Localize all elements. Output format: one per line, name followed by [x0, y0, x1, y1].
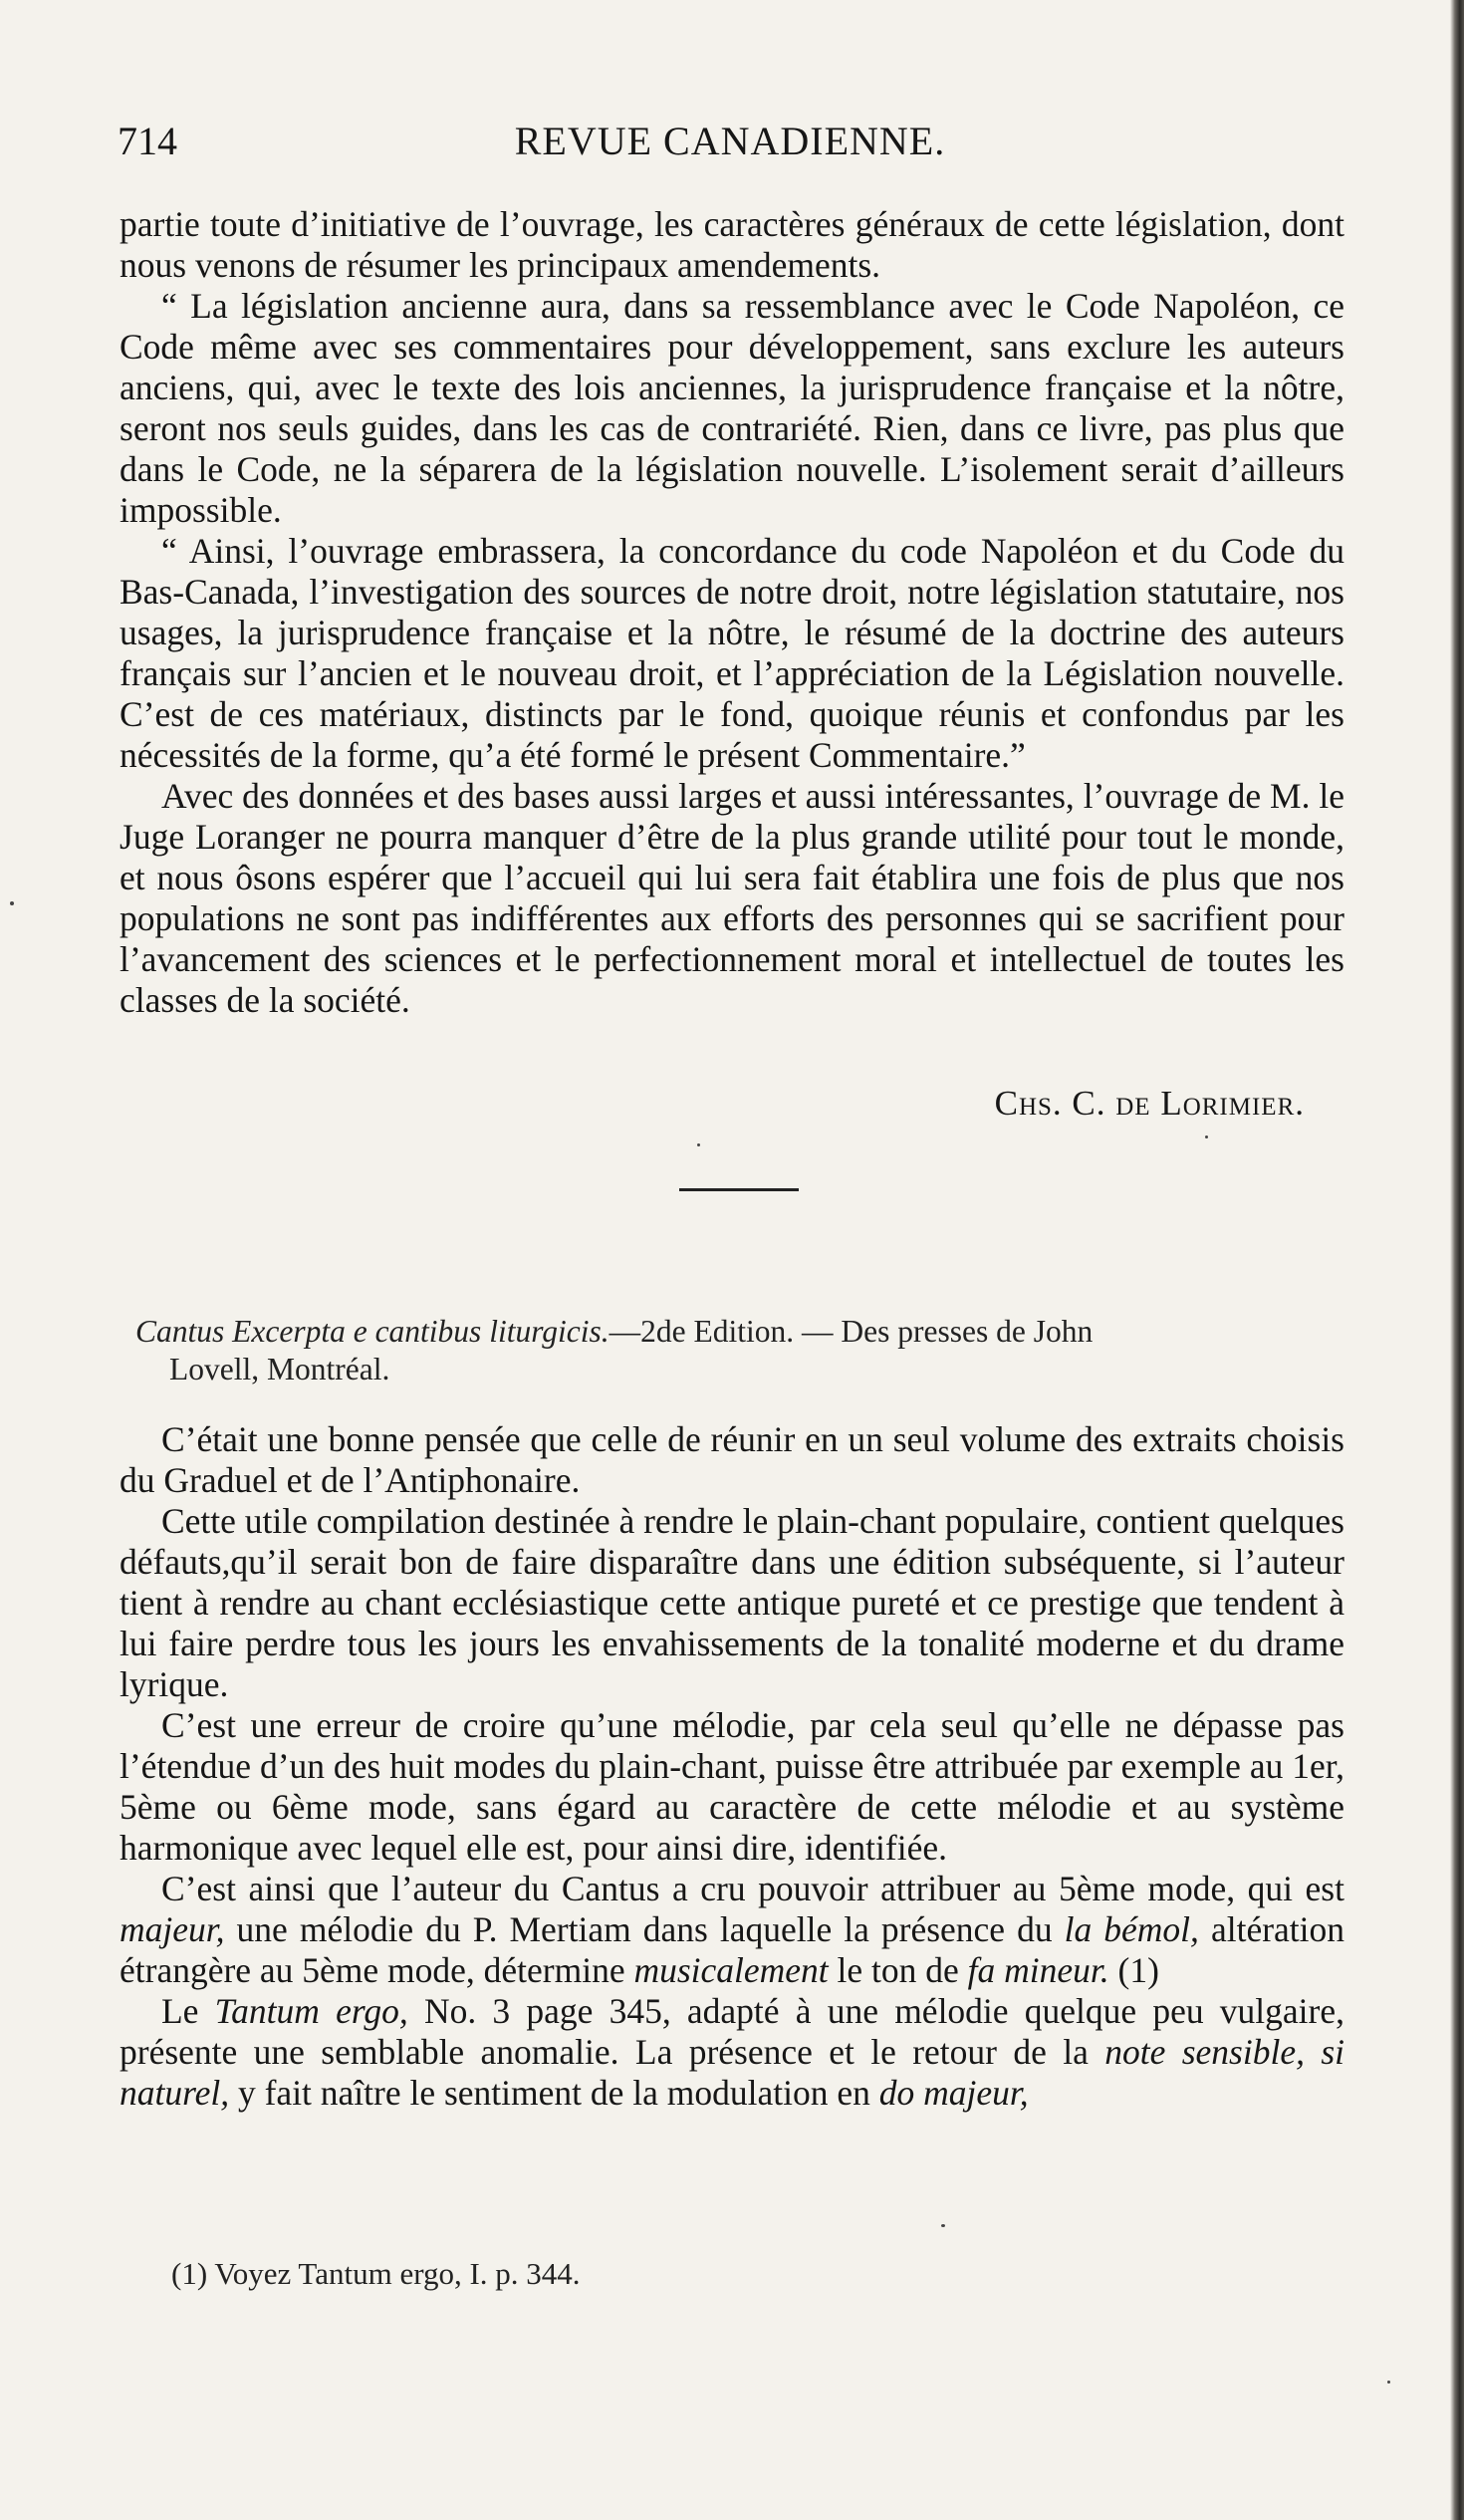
- book-edition: —2de Edition. — Des presses de John: [609, 1314, 1094, 1349]
- print-speck: [1387, 2381, 1390, 2384]
- page-header: [118, 118, 1342, 169]
- paragraph: C’était une bonne pensée que celle de réunir en un seul volume des extraits choisis du Graduel et de l’Antiphonaire.: [120, 1419, 1344, 1500]
- text-run: une mélodie du P. Mertiam dans laquelle la présence du: [224, 1909, 1065, 1949]
- author-signature: Chs. C. de Lorimier.: [994, 1084, 1305, 1123]
- running-title: REVUE CANADIENNE.: [514, 119, 946, 163]
- italic-run: la bémol,: [1064, 1909, 1199, 1949]
- paragraph: C’est une erreur de croire qu’une mélodie, par cela seul qu’elle ne dépasse pas l’étendue d’un des huit modes du plain-chant, puisse être attribuée par exemple au 1er, 5ème ou 6ème mode, sans égard au caractère de cette mélodie et au système harmonique avec lequel elle est, pour ainsi dire, identifiée.: [120, 1705, 1344, 1868]
- page-number: 714: [118, 119, 177, 163]
- text-run: altération étrangère au 5ème mode, détermine: [120, 1909, 1344, 1990]
- book-publisher-place: Lovell, Montréal.: [169, 1352, 390, 1386]
- paragraph: “ La législation ancienne aura, dans sa ressemblance avec le Code Napoléon, ce Code même avec ses commentaires pour développement, sans exclure les auteurs anciens, qui, avec le texte des lois anciennes, la jurisprudence française et la nôtre, seront nos seuls guides, dans les cas de contrariété. Rien, dans ce livre, pas plus que dans le Code, ne la séparera de la législation nouvelle. L’isolement serait d’ailleurs impossible.: [120, 286, 1344, 530]
- section-divider: [679, 1188, 799, 1191]
- paragraph: partie toute d’initiative de l’ouvrage, les caractères généraux de cette législation, dont nous venons de résumer les principaux amendements.: [120, 204, 1344, 285]
- italic-run: majeur,: [120, 1909, 225, 1949]
- print-speck: [10, 901, 14, 905]
- paragraph: Avec des données et des bases aussi larges et aussi intéressantes, l’ouvrage de M. le Juge Loranger ne pourra manquer d’être de la plus grande utilité pour tout le monde, et nous ôsons espérer que l’accueil qui lui sera fait établira une fois de plus que nos populations ne sont pas indifférentes aux efforts des personnes qui se sacrifient pour l’avancement des sciences et le perfectionnement moral et intellectuel de toutes les classes de la société.: [120, 776, 1344, 1020]
- italic-run: note sensible, si naturel,: [120, 2032, 1344, 2113]
- book-citation: [135, 1313, 1341, 1388]
- text-run: y fait naître le sentiment de la modulation en: [229, 2073, 879, 2113]
- paragraph: [120, 1991, 1344, 2114]
- italic-run: Tantum ergo,: [214, 1991, 408, 2031]
- footnote-ref: (1): [1108, 1950, 1159, 1990]
- italic-run: do majeur,: [878, 2073, 1029, 2113]
- article-continuation: [120, 204, 1344, 1021]
- paragraph: [120, 1869, 1344, 1991]
- italic-run: fa mineur.: [967, 1950, 1109, 1990]
- print-speck: [697, 1143, 700, 1146]
- book-title: Cantus Excerpta e cantibus liturgicis.: [135, 1314, 610, 1349]
- text-run: C’est ainsi que l’auteur du Cantus a cru pouvoir attribuer au 5ème mode, qui est: [161, 1869, 1344, 1908]
- paragraph: “ Ainsi, l’ouvrage embrassera, la concordance du code Napoléon et du Code du Bas-Canada, l’investigation des sources de notre droit, notre législation statutaire, nos usages, la jurisprudence française et la nôtre, le résumé de la doctrine des auteurs français sur l’ancien et le nouveau droit, et l’appréciation de la Législation nouvelle. C’est de ces matériaux, distincts par le fond, quoique réunis et confondus par les nécessités de la forme, qu’a été formé le présent Commentaire.”: [120, 531, 1344, 775]
- text-run: le ton de: [828, 1950, 968, 1990]
- print-speck: [1205, 1135, 1208, 1138]
- page-edge-shadow: [1450, 0, 1464, 2520]
- text-run: Le: [161, 1991, 215, 2031]
- print-speck: [941, 2224, 945, 2227]
- footnote: (1) Voyez Tantum ergo, I. p. 344.: [171, 2256, 581, 2291]
- italic-run: musicalement: [633, 1950, 829, 1990]
- review-body: [120, 1419, 1344, 2114]
- text-run: No. 3 page 345, adapté à une mélodie quelque peu vulgaire, présente une semblable anomalie. La présence et le retour de la: [120, 1991, 1344, 2072]
- paragraph: Cette utile compilation destinée à rendre le plain-chant populaire, contient quelques défauts,qu’il serait bon de faire disparaître dans une édition subséquente, si l’auteur tient à rendre au chant ecclésiastique cette antique pureté et ce prestige que tendent à lui faire perdre tous les jours les envahissements de la tonalité moderne et du drame lyrique.: [120, 1501, 1344, 1704]
